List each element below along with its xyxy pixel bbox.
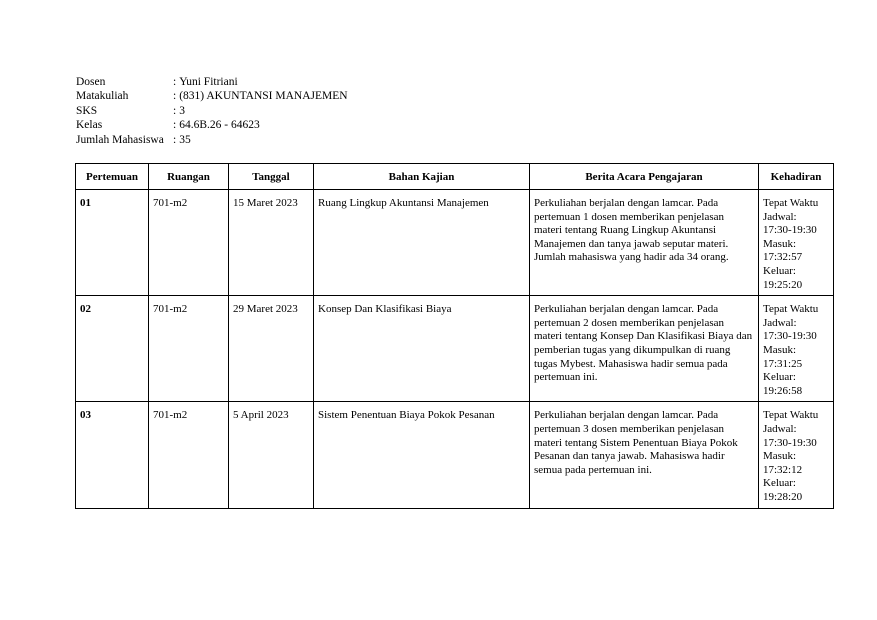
cell-berita-acara: Perkuliahan berjalan dengan lamcar. Pada pertemuan 2 dosen memberikan penjelasan materi tentang Konsep Dan Klasifikasi Biaya dan pemberian tugas yang dikumpulkan di ruang tugas Mybest. Mahasiswa hadir semua pada pertemuan ini. bbox=[530, 296, 759, 402]
jadwal-label: Jadwal: bbox=[763, 422, 797, 435]
keluar-value: 19:26:58 bbox=[763, 384, 803, 397]
masuk-value: 17:32:12 bbox=[763, 463, 803, 476]
table-row bbox=[76, 190, 834, 296]
keluar-label: Keluar: bbox=[763, 371, 796, 384]
table-row bbox=[76, 296, 834, 402]
cell-pertemuan: 02 bbox=[76, 296, 149, 402]
attendance-table bbox=[75, 163, 834, 509]
masuk-label: Masuk: bbox=[763, 343, 796, 356]
kelas-row bbox=[76, 118, 348, 132]
sks-value: 3 bbox=[179, 104, 185, 117]
jumlah-value: 35 bbox=[179, 133, 191, 146]
jumlah-label: Jumlah Mahasiswa bbox=[76, 133, 164, 146]
keluar-value: 19:25:20 bbox=[763, 278, 803, 291]
dosen-row bbox=[76, 75, 348, 89]
table-row bbox=[76, 402, 834, 509]
matakuliah-separator: : bbox=[173, 90, 177, 103]
kehadiran-status: Tepat Waktu bbox=[763, 303, 819, 316]
kelas-label: Kelas bbox=[76, 119, 103, 132]
cell-bahan-kajian: Ruang Lingkup Akuntansi Manajemen bbox=[314, 190, 530, 296]
masuk-label: Masuk: bbox=[763, 450, 796, 463]
kehadiran-status: Tepat Waktu bbox=[763, 197, 819, 209]
sks-label: SKS bbox=[76, 104, 98, 117]
table-header-row bbox=[76, 164, 834, 190]
jadwal-label: Jadwal: bbox=[763, 210, 797, 223]
jadwal-value: 17:30-19:30 bbox=[763, 330, 817, 343]
cell-pertemuan: 01 bbox=[76, 190, 149, 296]
masuk-value: 17:32:57 bbox=[763, 251, 803, 264]
header-bahan-kajian: Bahan Kajian bbox=[314, 164, 530, 190]
header-pertemuan: Pertemuan bbox=[76, 164, 149, 190]
header-ruangan: Ruangan bbox=[149, 164, 229, 190]
cell-berita-acara: Perkuliahan berjalan dengan lamcar. Pada pertemuan 1 dosen memberikan penjelasan materi tentang Ruang Lingkup Akuntansi Manajemen dan tanya jawab seputar materi. Jumlah mahasiswa yang hadir ada 34 orang. bbox=[530, 190, 759, 296]
kehadiran-status: Tepat Waktu bbox=[763, 409, 819, 422]
dosen-value: Yuni Fitriani bbox=[179, 76, 238, 88]
keluar-value: 19:28:20 bbox=[763, 490, 803, 503]
cell-ruangan: 701-m2 bbox=[149, 296, 229, 402]
cell-kehadiran bbox=[759, 190, 834, 296]
cell-tanggal: 15 Maret 2023 bbox=[229, 190, 314, 296]
dosen-separator: : bbox=[173, 76, 177, 88]
sks-row bbox=[76, 104, 348, 118]
cell-berita-acara: Perkuliahan berjalan dengan lamcar. Pada pertemuan 3 dosen memberikan penjelasan materi tentang Sistem Penentuan Biaya Pokok Pesanan dan tanya jawab. Mahasiswa hadir semua pada pertemuan ini. bbox=[530, 402, 759, 509]
header-berita-acara: Berita Acara Pengajaran bbox=[530, 164, 759, 190]
kelas-value: 64.6B.26 - 64623 bbox=[179, 119, 260, 132]
sks-separator: : bbox=[173, 104, 177, 117]
jadwal-value: 17:30-19:30 bbox=[763, 436, 817, 449]
cell-pertemuan: 03 bbox=[76, 402, 149, 509]
jumlah-row bbox=[76, 133, 348, 147]
jadwal-value: 17:30-19:30 bbox=[763, 224, 817, 237]
header-tanggal: Tanggal bbox=[229, 164, 314, 190]
kelas-separator: : bbox=[173, 119, 177, 132]
masuk-value: 17:31:25 bbox=[763, 357, 803, 370]
matakuliah-label: Matakuliah bbox=[76, 90, 129, 103]
cell-kehadiran bbox=[759, 402, 834, 509]
jadwal-label: Jadwal: bbox=[763, 316, 797, 329]
cell-bahan-kajian: Konsep Dan Klasifikasi Biaya bbox=[314, 296, 530, 402]
cell-ruangan: 701-m2 bbox=[149, 402, 229, 509]
cell-tanggal: 29 Maret 2023 bbox=[229, 296, 314, 402]
jumlah-separator: : bbox=[173, 133, 177, 146]
keluar-label: Keluar: bbox=[763, 477, 796, 490]
dosen-label: Dosen bbox=[76, 76, 106, 88]
cell-tanggal: 5 April 2023 bbox=[229, 402, 314, 509]
masuk-label: Masuk: bbox=[763, 237, 796, 250]
matakuliah-value: (831) AKUNTANSI MANAJEMEN bbox=[179, 90, 348, 103]
cell-kehadiran bbox=[759, 296, 834, 402]
matakuliah-row bbox=[76, 89, 348, 103]
header-kehadiran: Kehadiran bbox=[759, 164, 834, 190]
cell-ruangan: 701-m2 bbox=[149, 190, 229, 296]
course-info bbox=[76, 75, 348, 147]
cell-bahan-kajian: Sistem Penentuan Biaya Pokok Pesanan bbox=[314, 402, 530, 509]
keluar-label: Keluar: bbox=[763, 264, 796, 277]
